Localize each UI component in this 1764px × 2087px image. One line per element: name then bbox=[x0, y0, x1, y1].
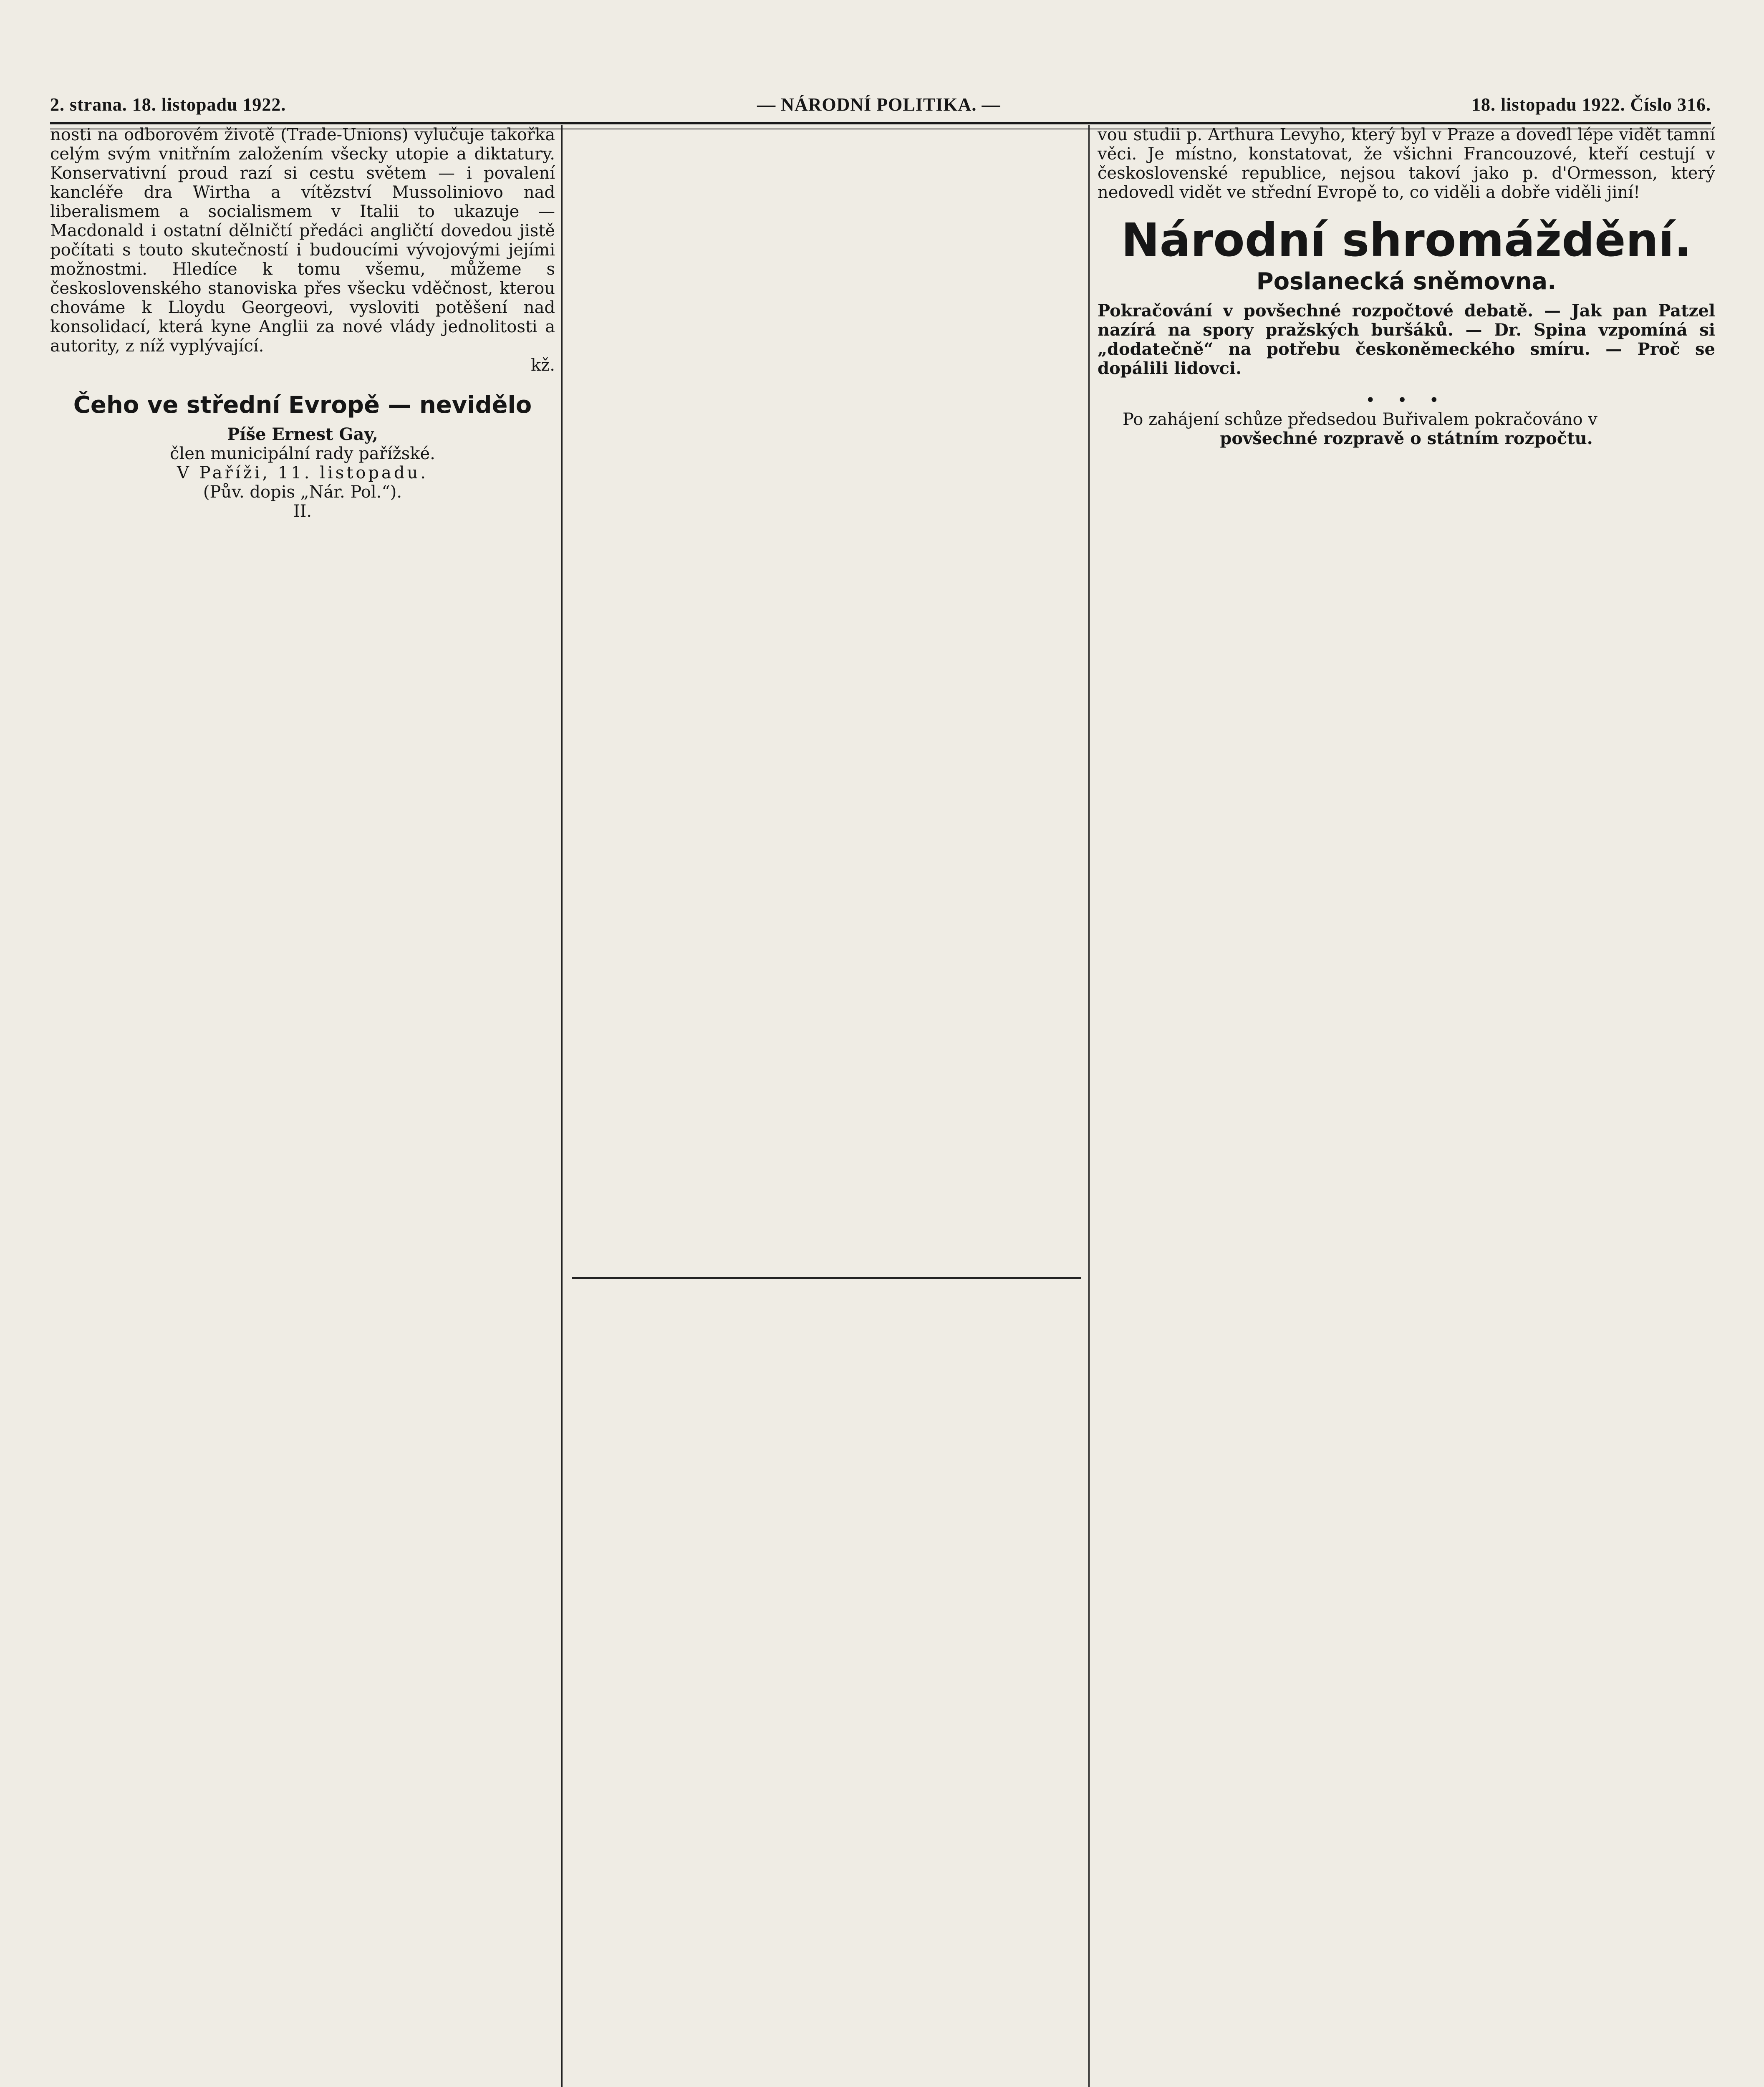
parliament-intro: Pokračování v povšechné rozpočtové debatě. — Jak pan Patzel nazírá na spory pražských buršáků. — Dr. Spina vzpomíná si „dodatečně“ na potřebu českoněmeckého smíru. — Proč se dopálili lidovci. bbox=[1098, 301, 1715, 378]
header-left: 2. strana. 18. listopadu 1922. bbox=[50, 94, 286, 115]
parliament-title: Národní shromáždění. bbox=[1121, 213, 1692, 267]
lead-paragraph: nosti na odborovém životě (Trade-Unions) vylučuje takořka celým svým vnitřním založením všecky utopie a diktatury. Konservativní proud razí si cestu světem — i povalení kancléře dra Wirtha a vítězství Mussoliniovo nad liberalismem a socialismem v Italii to ukazuje — Macdonald i ostatní dělničtí předáci angličtí dovedou jistě počítati s touto skutečností i budoucími vývojovými jejími možnostmi. Hledíce k tomu všemu, můžeme s československého stanoviska přes všecku vděčnost, kterou chováme k Lloydu Georgeovi, vysloviti potěšení nad konsolidací, která kyne Anglii za nové vlády jednolitosti a autority, z níž vyplývající. bbox=[50, 125, 555, 356]
lead-signature: kž. bbox=[530, 356, 555, 375]
author-role: člen municipální rady pařížské. bbox=[170, 444, 435, 463]
column-rule-1 bbox=[561, 125, 563, 2087]
section-stars: • • • bbox=[1365, 391, 1448, 410]
column-1 bbox=[50, 125, 555, 521]
article-title: Čeho ve střední Evropě — nevidělo bbox=[73, 392, 532, 419]
column-rule-2 bbox=[1088, 125, 1090, 2087]
header-right: 18. listopadu 1922. Číslo 316. bbox=[1471, 94, 1711, 115]
column-3 bbox=[1098, 125, 1715, 448]
column-3-top-paragraph: vou studii p. Arthura Levyho, který byl v Praze a dovedl lépe vidět tamní věci. Je místno, konstatovat, že všichni Francouzové, kteří cestují v československé republice, nejsou takoví jako p. d'Ormesson, který nedovedl vidět ve střední Evropě to, co viděli a dobře viděli jiní! bbox=[1098, 125, 1715, 202]
session-opening: Po zahájení schůze předsedou Buřivalem pokračováno v bbox=[1123, 410, 1597, 429]
budget-debate-heading: povšechné rozpravě o státním rozpočtu. bbox=[1220, 429, 1593, 448]
part-number: II. bbox=[293, 502, 312, 521]
author-line: Píše Ernest Gay, bbox=[227, 424, 378, 444]
original-note: (Pův. dopis „Nár. Pol.“). bbox=[203, 483, 402, 502]
dateline: V Paříži, 11. listopadu. bbox=[177, 463, 428, 483]
page-header bbox=[50, 88, 1711, 121]
parliament-subtitle: Poslanecká sněmovna. bbox=[1256, 268, 1557, 295]
section-rule bbox=[572, 1277, 1081, 1279]
header-center: — NÁRODNÍ POLITIKA. — bbox=[757, 94, 1001, 115]
